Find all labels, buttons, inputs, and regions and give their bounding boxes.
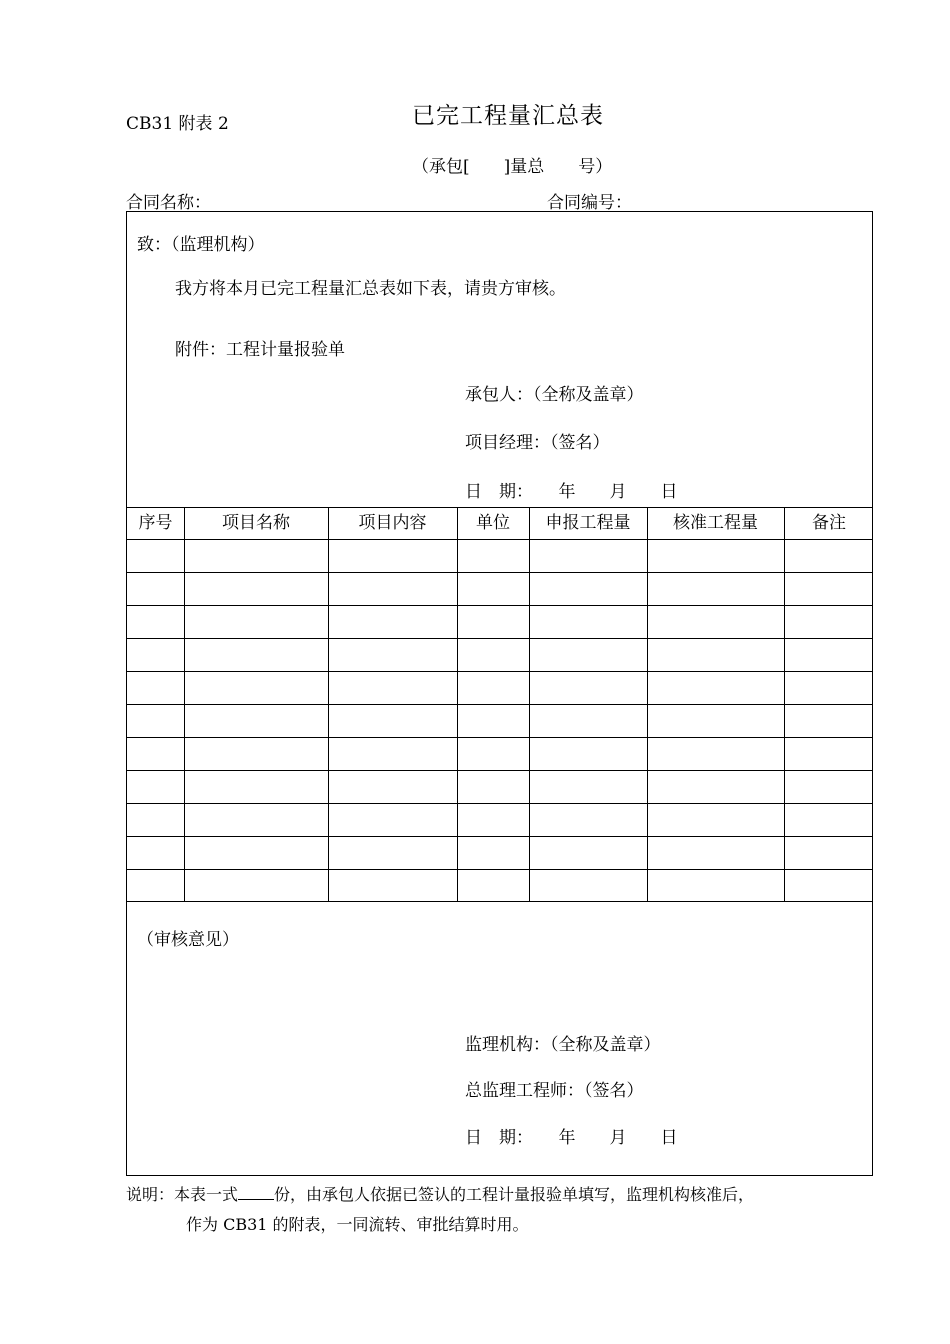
column-divider: [529, 507, 530, 901]
table-row: [127, 638, 872, 639]
footnote-suffix: 份，由承包人依据已签认的工程计量报验单填写，监理机构核准后，: [274, 1185, 755, 1204]
column-header-declared-qty: 申报工程量: [545, 513, 631, 533]
contract-name-label: 合同名称：: [126, 193, 211, 213]
form-code: CB31 附表 2: [126, 114, 229, 134]
column-divider: [328, 507, 329, 901]
table-row: [127, 704, 872, 705]
table-header-border: [127, 539, 872, 540]
column-divider: [457, 507, 458, 901]
table-row: [127, 671, 872, 672]
column-divider: [647, 507, 648, 901]
column-header-unit: 单位: [476, 513, 510, 533]
page-title: 已完工程量汇总表: [412, 103, 604, 129]
footnote-prefix: 说明：本表一式: [126, 1185, 239, 1204]
contract-no-label: 合同编号：: [547, 193, 632, 213]
submission-body: 我方将本月已完工程量汇总表如下表，请贵方审核。: [175, 279, 566, 299]
column-header-seq: 序号: [138, 513, 173, 533]
addressee: 致：（监理机构）: [137, 235, 265, 255]
table-row: [127, 869, 872, 870]
project-manager-signature: 项目经理：（签名）: [465, 433, 610, 453]
column-divider: [784, 507, 785, 901]
table-row: [127, 803, 872, 804]
submission-date: 日 期： 年 月 日: [465, 482, 678, 502]
table-row: [127, 770, 872, 771]
chief-supervisor-signature: 总监理工程师：（签名）: [465, 1081, 644, 1101]
column-header-item-content: 项目内容: [358, 513, 427, 533]
table-row: [127, 737, 872, 738]
contractor-signature: 承包人：（全称及盖章）: [465, 385, 644, 405]
page-subtitle: （承包[ ]量总 号）: [412, 157, 613, 177]
column-divider: [184, 507, 185, 901]
column-header-remarks: 备注: [812, 513, 846, 533]
copies-blank: [238, 1185, 274, 1200]
footnote-line-2: 作为 CB31 的附表，一同流转、审批结算时用。: [186, 1215, 529, 1234]
column-header-approved-qty: 核准工程量: [673, 513, 758, 533]
table-row: [127, 572, 872, 573]
footnote-line-1: [126, 1182, 754, 1205]
review-opinion-label: （审核意见）: [137, 930, 239, 950]
review-date: 日 期： 年 月 日: [465, 1128, 678, 1148]
form-box: [126, 211, 873, 1176]
table-row: [127, 836, 872, 837]
table-row: [127, 605, 872, 606]
table-bottom-border: [127, 901, 872, 902]
attachment-label: 附件：工程计量报验单: [175, 340, 345, 360]
column-header-item-name: 项目名称: [222, 513, 290, 533]
table-header-row: [127, 507, 874, 539]
supervisor-org-signature: 监理机构：（全称及盖章）: [465, 1035, 661, 1055]
